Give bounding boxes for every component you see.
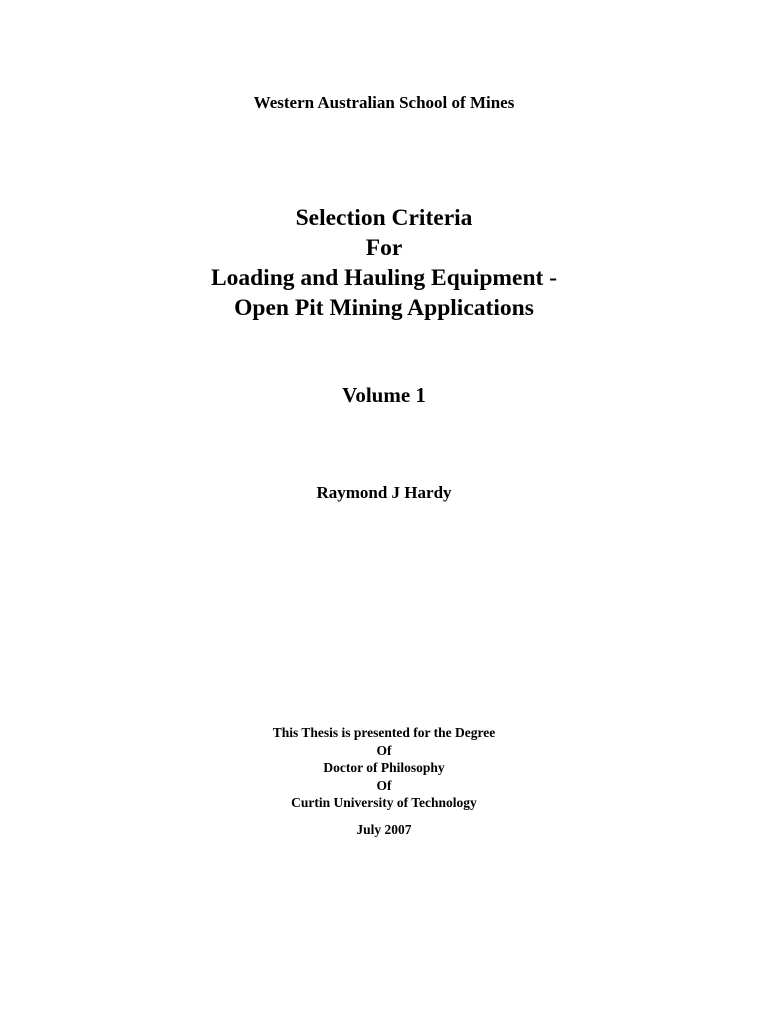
title-line: Selection Criteria <box>295 205 473 231</box>
degree-line: Doctor of Philosophy <box>323 760 445 776</box>
submission-date: July 2007 <box>356 822 412 837</box>
title-line: Loading and Hauling Equipment - <box>210 265 558 291</box>
author-name: Raymond J Hardy <box>316 483 452 502</box>
volume-label: Volume 1 <box>342 383 426 407</box>
degree-line: This Thesis is presented for the Degree <box>272 725 496 740</box>
degree-line: Curtin University of Technology <box>291 795 477 811</box>
degree-statement <box>0 724 768 812</box>
degree-line: Of <box>376 742 392 758</box>
institution-name: Western Australian School of Mines <box>253 93 515 112</box>
degree-line: Of <box>376 777 392 793</box>
title-line: Open Pit Mining Applications <box>234 295 534 321</box>
thesis-title <box>0 203 768 323</box>
title-line: For <box>365 235 403 261</box>
